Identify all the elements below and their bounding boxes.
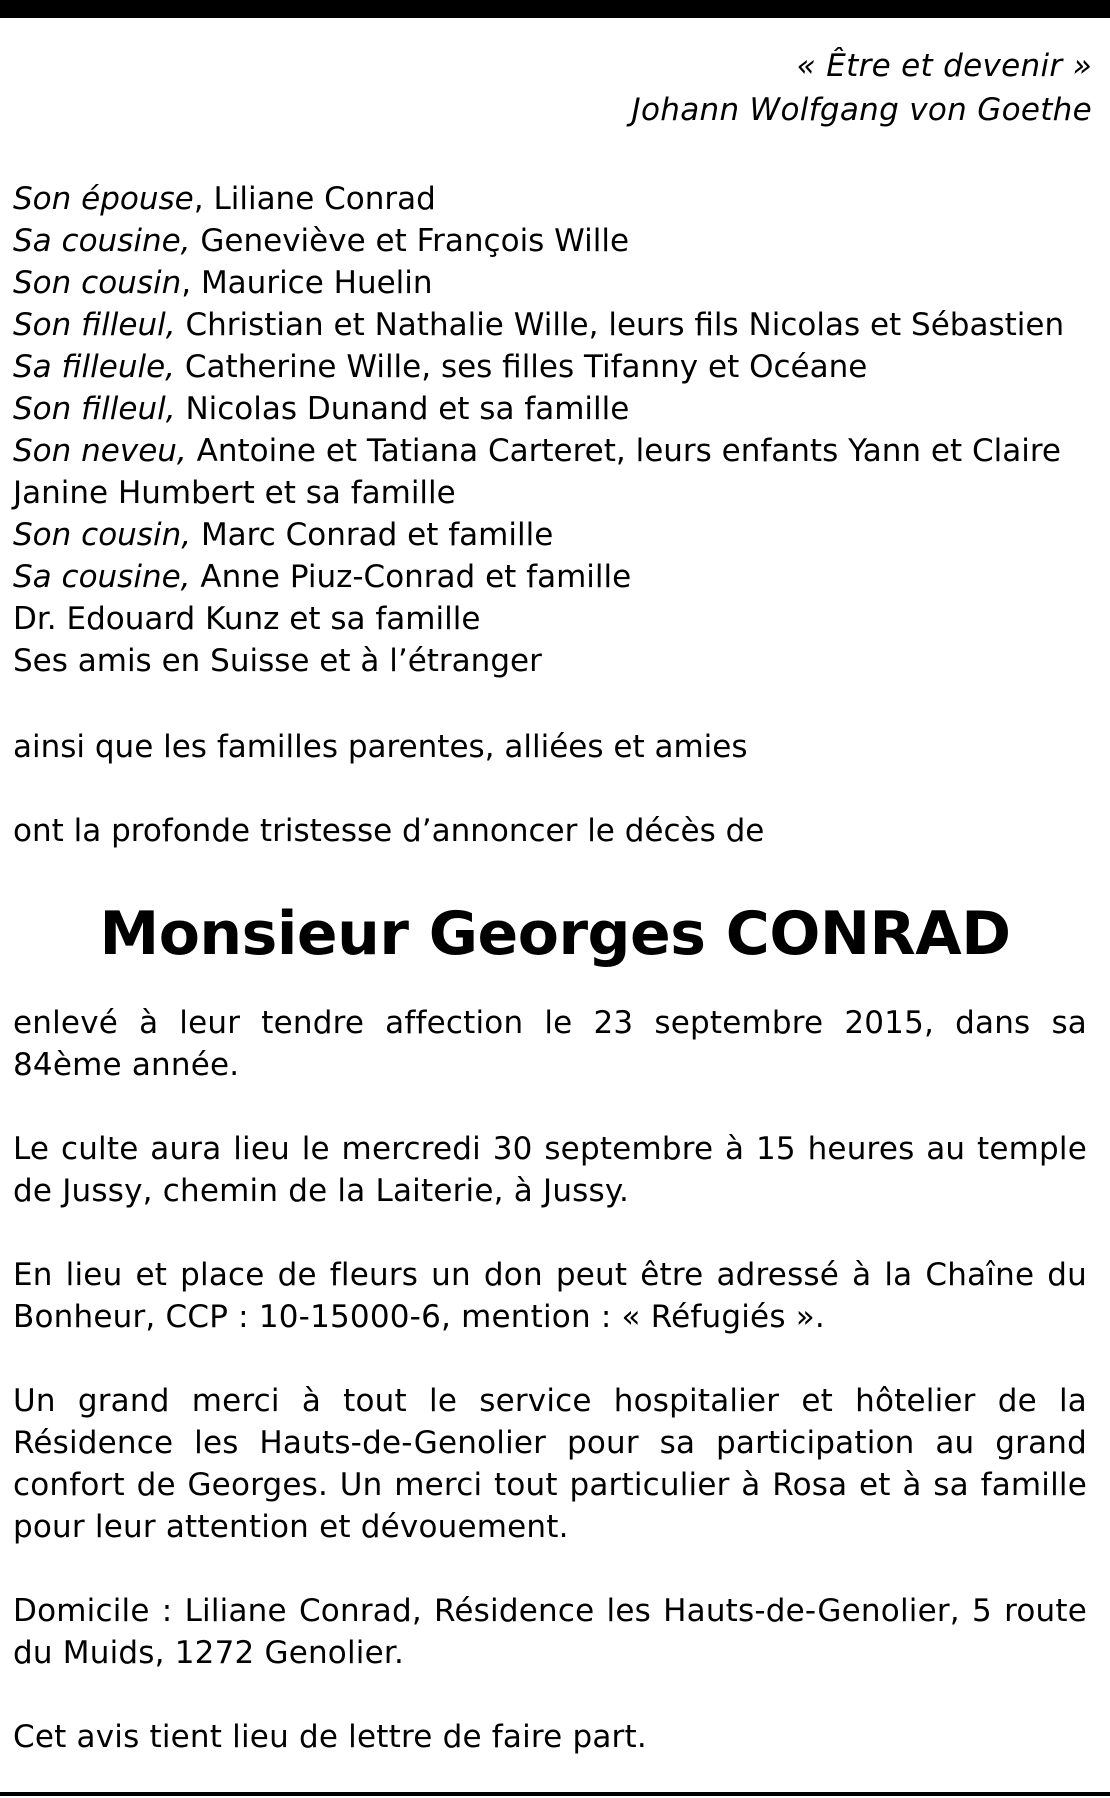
family-names: Marc Conrad et famille <box>200 517 554 553</box>
families-line: ainsi que les familles parentes, alliées et amies <box>13 729 748 765</box>
family-separator <box>191 223 201 259</box>
top-border-rule <box>0 0 1110 18</box>
closing-paragraph: Cet avis tient lieu de lettre de faire part. <box>13 1719 647 1755</box>
announce-line: ont la profonde tristesse d’annoncer le décès de <box>13 813 765 849</box>
family-names: Nicolas Dunand et sa famille <box>185 391 630 427</box>
family-names: Dr. Edouard Kunz et sa famille <box>13 601 481 637</box>
family-list <box>13 178 1064 682</box>
family-separator <box>176 391 186 427</box>
family-relation: Son cousin <box>13 265 182 301</box>
quote-text: « Être et devenir » <box>796 48 1092 84</box>
family-row <box>13 388 1064 430</box>
deceased-name: Monsieur Georges CONRAD <box>99 899 1011 969</box>
family-relation: Sa cousine, <box>13 559 191 595</box>
family-names: Ses amis en Suisse et à l’étranger <box>13 643 542 679</box>
family-separator <box>187 433 197 469</box>
family-row <box>13 430 1064 472</box>
family-names: Janine Humbert et sa famille <box>13 475 456 511</box>
thanks-paragraph: Un grand merci à tout le service hospitalier et hôtelier de la Résidence les Hauts-de-Genolier pour sa participation au grand confort de Georges. Un merci tout particulier à Rosa et à sa famille pour leur attention et dévouement. <box>13 1383 1087 1545</box>
family-separator: , <box>181 265 201 301</box>
family-names: Maurice Huelin <box>200 265 433 301</box>
family-names: Antoine et Tatiana Carteret, leurs enfants Yann et Claire <box>196 433 1061 469</box>
family-relation: Sa cousine, <box>13 223 191 259</box>
family-names: Christian et Nathalie Wille, leurs fils Nicolas et Sébastien <box>185 307 1065 343</box>
family-row <box>13 640 1064 682</box>
family-row <box>13 262 1064 304</box>
family-names: Catherine Wille, ses filles Tifanny et Océane <box>184 349 868 385</box>
family-row <box>13 556 1064 598</box>
domicile-paragraph: Domicile : Liliane Conrad, Résidence les Hauts-de-Genolier, 5 route du Muids, 1272 Genolier. <box>13 1593 1087 1671</box>
family-relation: Son épouse <box>13 181 194 217</box>
family-row <box>13 220 1064 262</box>
family-row <box>13 346 1064 388</box>
family-row <box>13 472 1064 514</box>
family-separator <box>191 517 201 553</box>
family-separator: , <box>193 181 214 217</box>
family-separator <box>176 307 186 343</box>
family-relation: Son neveu, <box>13 433 187 469</box>
family-relation: Sa filleule, <box>13 349 176 385</box>
family-separator <box>191 559 201 595</box>
family-relation: Son filleul, <box>13 391 176 427</box>
family-separator <box>175 349 185 385</box>
donation-paragraph: En lieu et place de fleurs un don peut être adressé à la Chaîne du Bonheur, CCP : 10-15000-6, mention : « Réfugiés ». <box>13 1257 1087 1335</box>
quote-author: Johann Wolfgang von Goethe <box>631 92 1092 128</box>
bottom-border-rule <box>0 1792 1110 1796</box>
death-paragraph: enlevé à leur tendre affection le 23 septembre 2015, dans sa 84ème année. <box>13 1005 1087 1083</box>
family-row <box>13 304 1064 346</box>
family-names: Anne Piuz-Conrad et famille <box>200 559 632 595</box>
family-relation: Son cousin, <box>13 517 192 553</box>
family-names: Geneviève et François Wille <box>200 223 630 259</box>
family-row <box>13 178 1064 220</box>
family-relation: Son filleul, <box>13 307 176 343</box>
family-names: Liliane Conrad <box>213 181 436 217</box>
service-paragraph: Le culte aura lieu le mercredi 30 septembre à 15 heures au temple de Jussy, chemin de la Laiterie, à Jussy. <box>13 1131 1087 1209</box>
family-row <box>13 598 1064 640</box>
epigraph-quote <box>632 44 1092 132</box>
family-row <box>13 514 1064 556</box>
